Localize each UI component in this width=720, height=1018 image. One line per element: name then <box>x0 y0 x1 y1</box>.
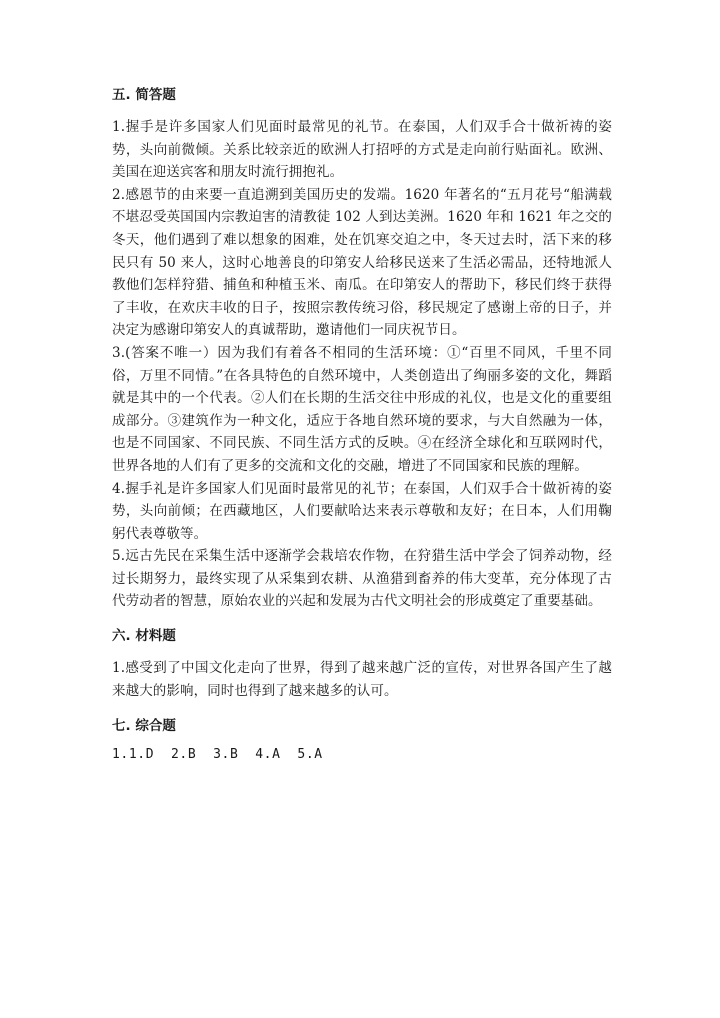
section-5-answer-2: 2.感恩节的由来要一直追溯到美国历史的发端。1620 年著名的“五月花号“船满载不堪忍受英国国内宗教迫害的清教徒 102 人到达美洲。1620 年和 1621 年之交的冬天，他们遇到了难以想象的困难，处在饥寒交迫之中，冬天过去时，活下来的移民只有 50 来人，这时心地善良的印第安人给移民送来了生活必需品，还特地派人教他们怎样狩猎、捕鱼和种植玉米、南瓜。在印第安人的帮助下，移民们终于获得了丰收，在欢庆丰收的日子，按照宗教传统习俗，移民规定了感谢上帝的日子，并决定为感谢印第安人的真诚帮助，邀请他们一同庆祝节日。 <box>112 186 612 339</box>
section-5-title: 五. 简答题 <box>112 87 176 103</box>
section-6-answer-1: 1.感受到了中国文化走向了世界，得到了越来越广泛的宣传，对世界各国产生了越来越大的影响，同时也得到了越来越多的认可。 <box>112 660 612 699</box>
section-5-answer-3: 3.(答案不唯一）因为我们有着各不相同的生活环境：①“百里不同风，千里不同俗，万里不同情。”在各具特色的自然环境中，人类创造出了绚丽多姿的文化，舞蹈就是其中的一个代表。②人们在长期的生活交往中形成的礼仪，也是文化的重要组成部分。③建筑作为一种文化，适应于各地自然环境的要求，与大自然融为一体，也是不同国家、不同民族、不同生活方式的反映。④在经济全球化和互联网时代，世界各地的人们有了更多的交流和文化的交融，增进了不同国家和民族的理解。 <box>112 344 612 474</box>
section-5-answer-1: 1.握手是许多国家人们见面时最常见的礼节。在泰国，人们双手合十做祈祷的姿势，头向前微倾。关系比较亲近的欧洲人打招呼的方式是走向前行贴面礼。欧洲、美国在迎送宾客和朋友时流行拥抱礼。 <box>112 119 612 181</box>
section-6-body <box>112 657 612 702</box>
section-5-answer-5: 5.远古先民在采集生活中逐渐学会栽培农作物，在狩猎生活中学会了饲养动物，经过长期努力，最终实现了从采集到农耕、从渔猎到畜养的伟大变革，充分体现了古代劳动者的智慧，原始农业的兴起和发展为古代文明社会的形成奠定了重要基础。 <box>112 548 612 610</box>
section-7-answers: 1.1.D 2.B 3.B 4.A 5.A <box>112 747 323 763</box>
section-6-title: 六. 材料题 <box>112 628 176 645</box>
section-5-answer-4: 4.握手礼是许多国家人们见面时最常见的礼节；在泰国，人们双手合十做祈祷的姿势，头向前倾；在西藏地区，人们要献哈达来表示尊敬和友好；在日本，人们用鞠躬代表尊敬等。 <box>112 480 612 542</box>
section-5-body <box>112 116 612 613</box>
answer-page <box>112 84 612 762</box>
section-7-title: 七. 综合题 <box>112 718 176 735</box>
